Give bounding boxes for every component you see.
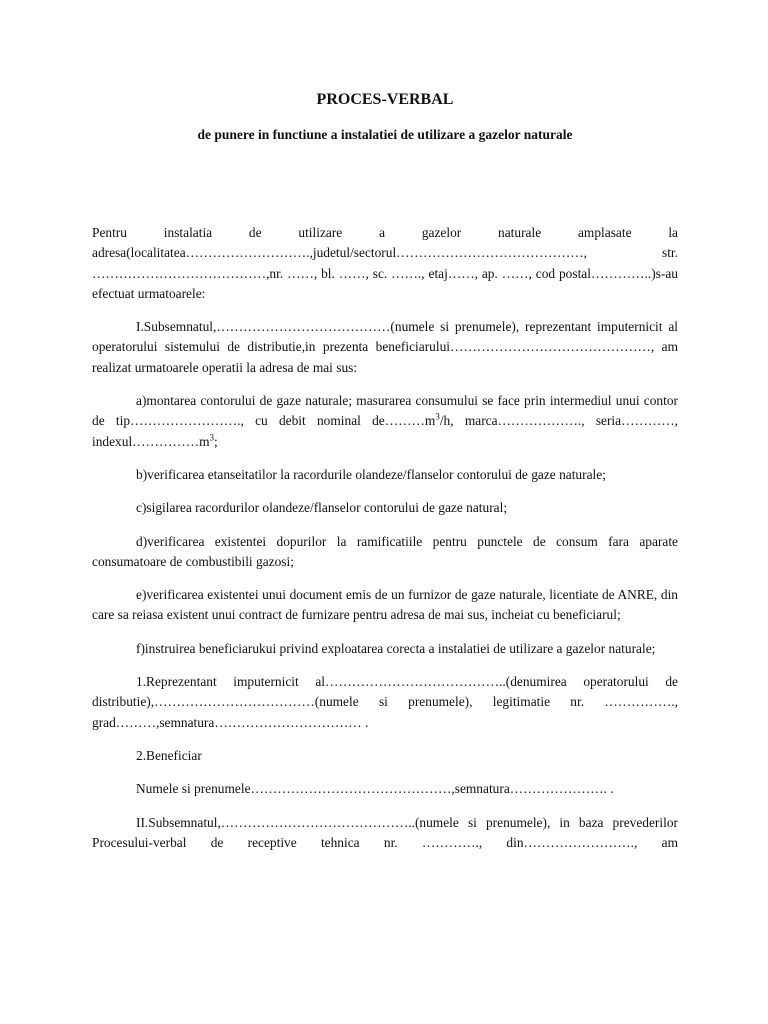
- document-body: [92, 223, 678, 866]
- document-subtitle: de punere in functiune a instalatiei de utilizare a gazelor naturale: [197, 127, 573, 142]
- paragraph-sign-1: 1.Reprezentant imputernicit al…………………………………..(denumirea operatorului de distributie),………………………………(numele si prenumele), legitimatie nr. ……………., grad………,semnatura…………………………… .: [92, 674, 678, 730]
- item-a-sup1: 3: [435, 411, 440, 422]
- item-a-part1: a)montarea contorului de gaze naturale; masurarea consumului se face prin intermediul unui contor de tip……………………., cu debit nominal de………m: [92, 393, 678, 429]
- paragraph-item-e: e)verificarea existentei unui document emis de un furnizor de gaze naturale, licentiate de ANRE, din care sa reiasa existent unui contract de furnizare pentru adresa de mai sus, incheiat cu beneficiarul;: [92, 587, 678, 623]
- document-title: PROCES-VERBAL: [316, 91, 454, 108]
- paragraph-item-c: c)sigilarea racordurilor olandeze/flanselor contorului de gaze natural;: [136, 500, 508, 516]
- paragraph-sign-2-name: Numele si prenumele………………………………………,semnatura…………………. .: [136, 781, 614, 797]
- paragraph-item-a: [92, 391, 678, 452]
- paragraph-item-b: b)verificarea etanseitatilor la racordurile olandeze/flanselor contorului de gaze naturale;: [136, 466, 606, 482]
- paragraph-intro: Pentru instalatia de utilizare a gazelor naturale amplasate la adresa(localitatea……………………….,judetul/sectorul……………………………………, str. …………………………………,nr. ……, bl. ……, sc. ……., etaj……, ap. ……, cod postal…………..)s-au efectuat urmatoarele:: [92, 225, 678, 301]
- item-a-part2: /h, marca………………., seria…………, indexul……………m: [92, 413, 679, 449]
- item-a-part3: ;: [214, 433, 218, 449]
- paragraph-section-2: II.Subsemnatul,……………………………………..(numele si prenumele), in baza prevederilor Procesului-verbal de receptive tehnica nr. …………., din……………………., am: [92, 814, 678, 850]
- paragraph-section-1: I.Subsemnatul,…………………………………(numele si prenumele), reprezentant imputernicit al operatorului sistemului de distributie,in prezenta beneficiarului………………………………………, am realizat urmatoarele operatii la adresa de mai sus:: [92, 319, 678, 375]
- paragraph-item-f: f)instruirea beneficiarukui privind exploatarea corecta a instalatiei de utilizare a gazelor naturale;: [136, 640, 656, 656]
- paragraph-sign-2: 2.Beneficiar: [136, 747, 202, 763]
- paragraph-item-d: d)verificarea existentei dopurilor la ramificatiile pentru punctele de consum fara aparate consumatoare de combustibili gazosi;: [92, 533, 678, 569]
- item-a-sup2: 3: [209, 432, 215, 443]
